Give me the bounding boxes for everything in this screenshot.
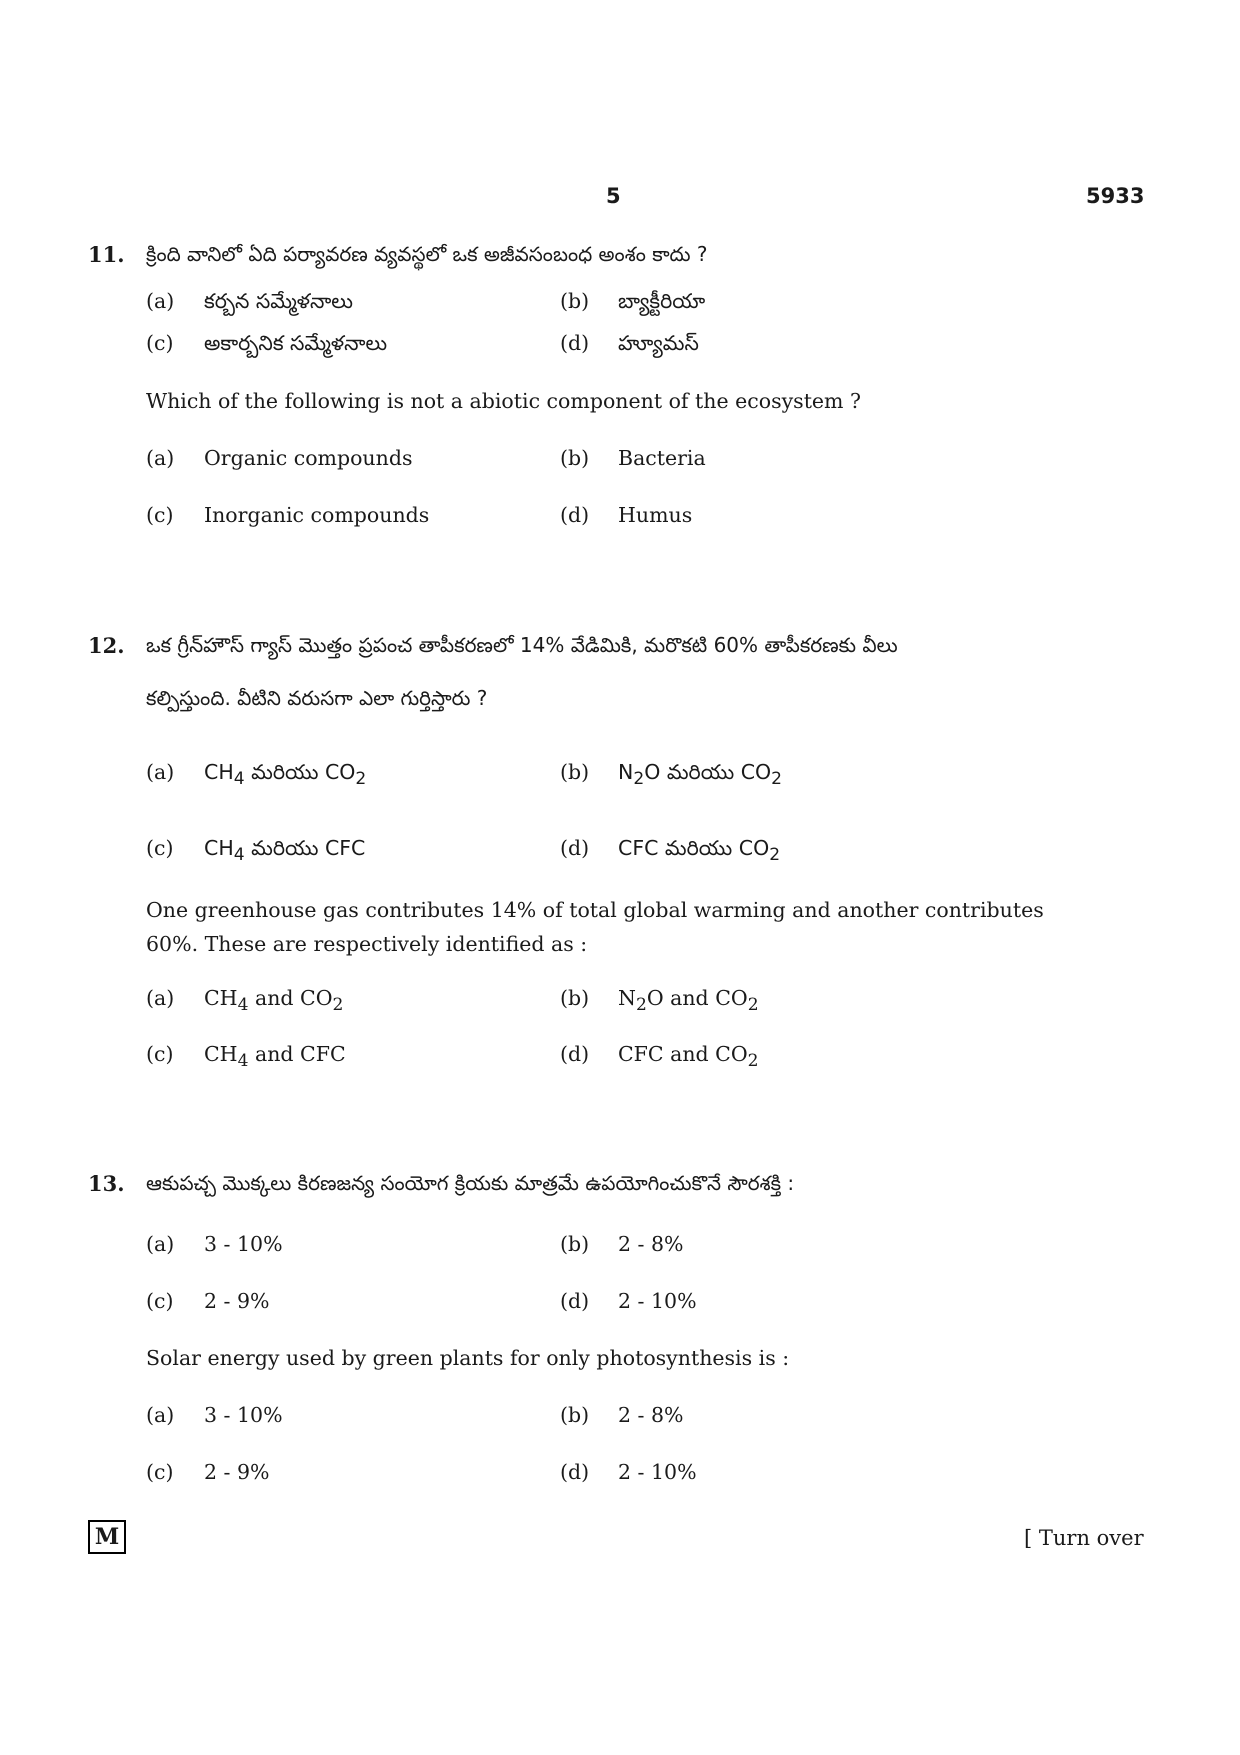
option-b-telugu: (b) 2 - 8% [560, 1232, 684, 1256]
question-text-english: Which of the following is not a abiotic component of the ecosystem ? [146, 389, 862, 413]
option-b-telugu: (b) $N_2O$ మరియు $CO_2$ [560, 760, 783, 790]
option-d-telugu: (d) హ్యూమస్ [560, 331, 699, 355]
option-c-english: (c) $CH_4$ and CFC [146, 1042, 346, 1072]
option-d-telugu: (d) 2 - 10% [560, 1289, 697, 1313]
option-b-english: (b) $N_2O$ and $CO_2$ [560, 986, 759, 1016]
question-number: 12. [88, 633, 125, 658]
turn-over-text: [ Turn over [1024, 1526, 1144, 1550]
question-text-telugu-line1: ఒక గ్రీన్‌హౌస్ గ్యాస్ మొత్తం ప్రపంచ తాపీకరణలో 14% వేడిమికి, మరొకటి 60% తాపీకరణకు వీలు [146, 633, 898, 657]
question-text-english-line1: One greenhouse gas contributes 14% of total global warming and another contributes [146, 898, 1044, 922]
option-a-telugu: (a) కర్బన సమ్మేళనాలు [146, 289, 353, 313]
option-c-english: (c) 2 - 9% [146, 1460, 270, 1484]
option-b-telugu: (b) బ్యాక్టీరియా [560, 289, 706, 313]
option-d-english: (d) 2 - 10% [560, 1460, 697, 1484]
option-a-english: (a) 3 - 10% [146, 1403, 283, 1427]
option-c-telugu: (c) 2 - 9% [146, 1289, 270, 1313]
question-text-telugu-line2: కల్పిస్తుంది. వీటిని వరుసగా ఎలా గుర్తిస్తారు ? [146, 686, 488, 710]
option-b-english: (b) Bacteria [560, 446, 706, 470]
question-text-english: Solar energy used by green plants for only photosynthesis is : [146, 1346, 790, 1370]
option-a-telugu: (a) $CH_4$ మరియు $CO_2$ [146, 760, 367, 790]
option-d-telugu: (d) CFC మరియు $CO_2$ [560, 836, 781, 866]
option-a-english: (a) Organic compounds [146, 446, 413, 470]
question-number: 13. [88, 1171, 125, 1196]
page-number: 5 [606, 184, 621, 208]
marker-box: M [88, 1520, 126, 1554]
option-b-english: (b) 2 - 8% [560, 1403, 684, 1427]
option-c-telugu: (c) $CH_4$ మరియు CFC [146, 836, 366, 866]
question-text-telugu: ఆకుపచ్చ మొక్కలు కిరణజన్య సంయోగ క్రియకు మాత్రమే ఉపయోగించుకొనే సౌరశక్తి : [146, 1171, 795, 1195]
option-d-english: (d) CFC and $CO_2$ [560, 1042, 759, 1072]
option-a-telugu: (a) 3 - 10% [146, 1232, 283, 1256]
option-a-english: (a) $CH_4$ and $CO_2$ [146, 986, 344, 1016]
paper-code: 5933 [1086, 184, 1145, 208]
option-c-english: (c) Inorganic compounds [146, 503, 430, 527]
question-text-telugu: క్రింది వానిలో ఏది పర్యావరణ వ్యవస్థలో ఒక అజీవసంబంధ అంశం కాదు ? [146, 242, 708, 266]
option-c-telugu: (c) అకార్బనిక సమ్మేళనాలు [146, 331, 388, 355]
question-number: 11. [88, 242, 125, 267]
question-text-english-line2: 60%. These are respectively identified as : [146, 932, 588, 956]
option-d-english: (d) Humus [560, 503, 693, 527]
